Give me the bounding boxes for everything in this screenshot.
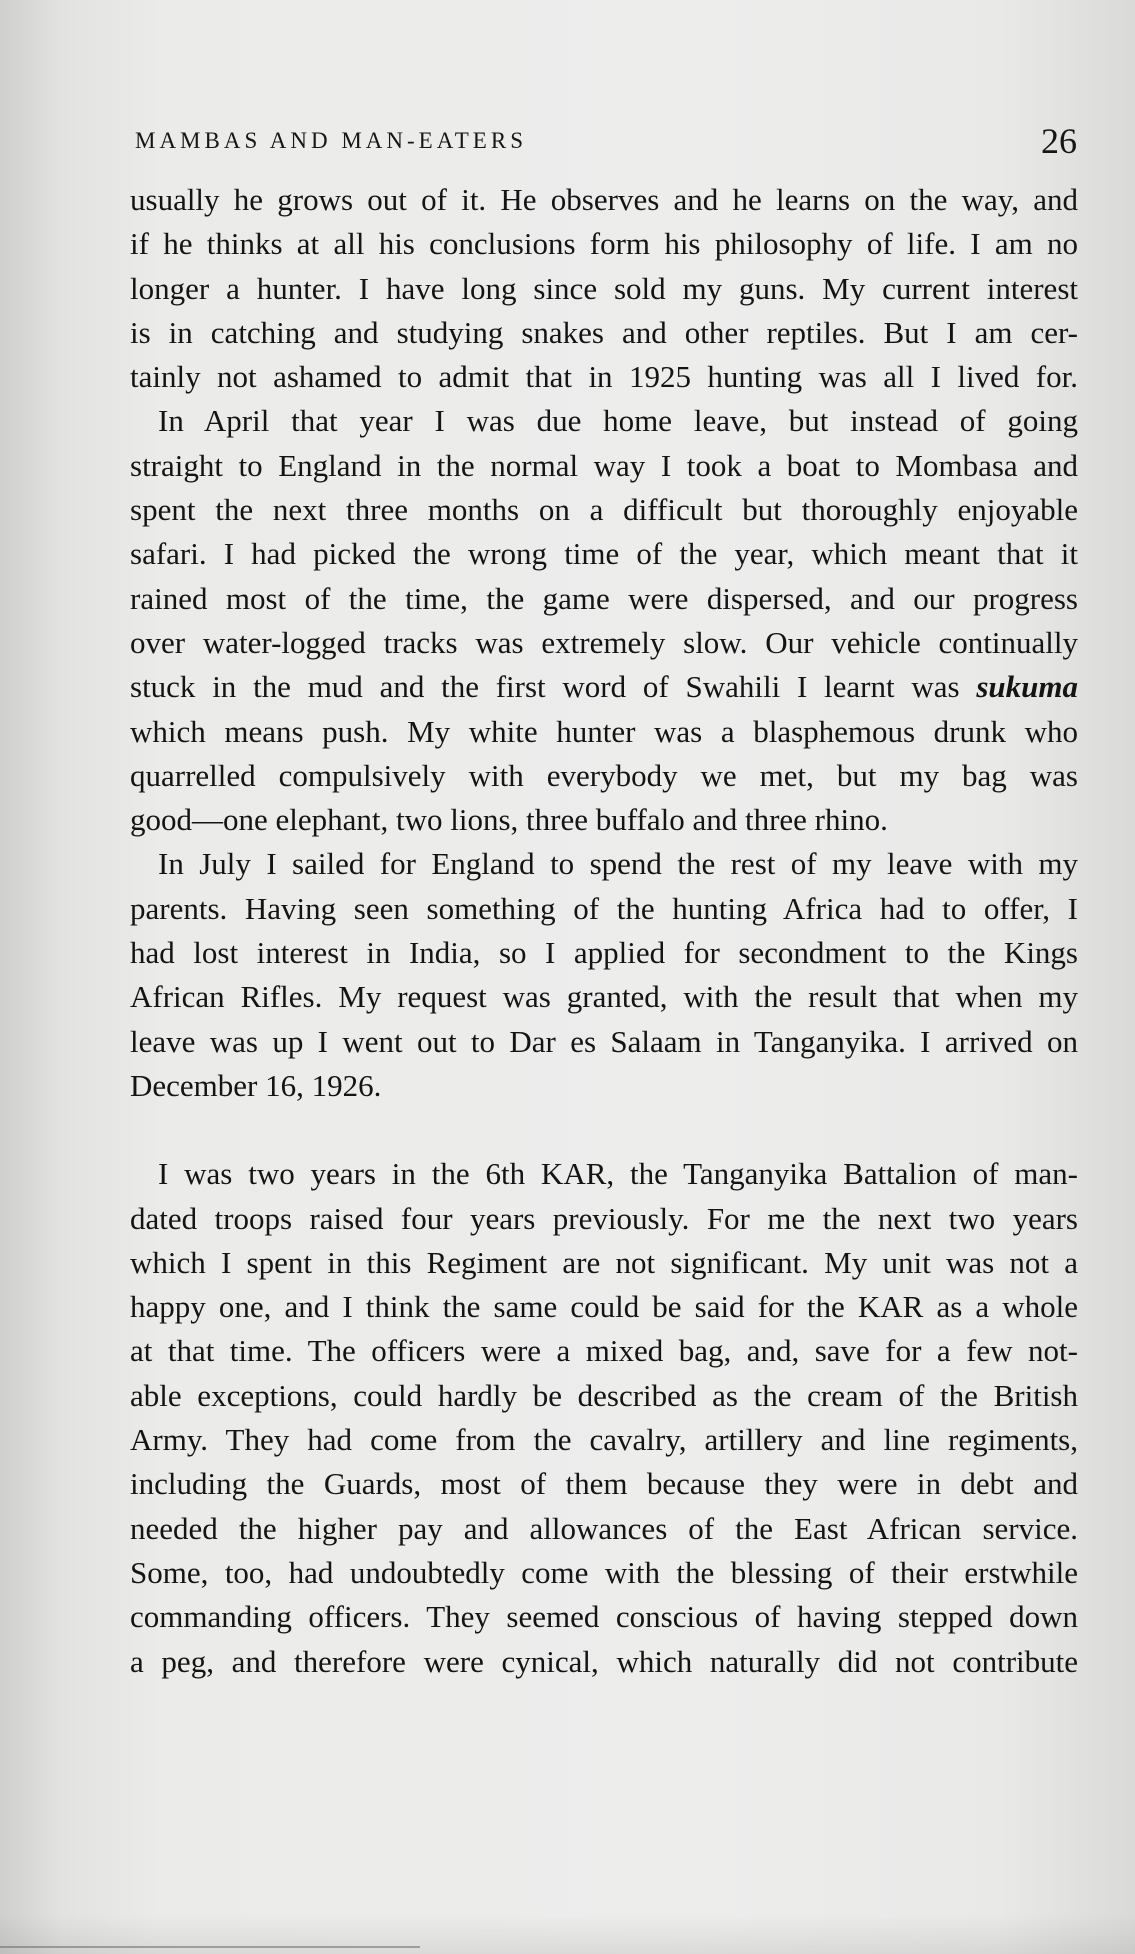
- text-line: leave was up I went out to Dar es Salaam in Tanganyika. I arrived on: [130, 1023, 1078, 1059]
- page-number: 26: [1041, 121, 1077, 161]
- paragraph-2: [130, 399, 1078, 842]
- text-line-with-italic: [130, 665, 1078, 709]
- text-line: African Rifles. My request was granted, with the result that when my: [130, 979, 1078, 1015]
- text-line: Army. They had come from the cavalry, artillery and line regiments,: [130, 1422, 1078, 1458]
- text-line: straight to England in the normal way I took a boat to Mombasa and: [130, 447, 1078, 483]
- running-title: MAMBAS AND MAN-EATERS: [135, 128, 527, 153]
- page-shadow: [0, 1914, 1135, 1954]
- running-header: [135, 120, 1077, 160]
- text-line: over water-logged tracks was extremely slow. Our vehicle continually: [130, 624, 1078, 660]
- text-line: which I spent in this Regiment are not significant. My unit was not a: [130, 1244, 1078, 1280]
- text-line: including the Guards, most of them because they were in debt and: [130, 1466, 1078, 1502]
- text-line: spent the next three months on a difficult but thoroughly enjoyable: [130, 492, 1078, 528]
- text-line: quarrelled compulsively with everybody we met, but my bag was: [130, 757, 1078, 793]
- paragraph-3: [130, 842, 1078, 1108]
- text-fragment: stuck in the mud and the first word of Swahili I learnt was: [130, 669, 960, 705]
- text-line: In July I sailed for England to spend the rest of my leave with my: [158, 846, 1078, 882]
- paragraph-1: [130, 178, 1078, 399]
- text-line: happy one, and I think the same could be said for the KAR as a whole: [130, 1289, 1078, 1325]
- text-line: usually he grows out of it. He observes and he learns on the way, and: [130, 182, 1078, 217]
- text-line: good—one elephant, two lions, three buffalo and three rhino.: [130, 802, 888, 838]
- text-line: I was two years in the 6th KAR, the Tanganyika Battalion of man-: [158, 1156, 1078, 1192]
- text-line: able exceptions, could hardly be described as the cream of the British: [130, 1377, 1078, 1413]
- text-line: had lost interest in India, so I applied for secondment to the Kings: [130, 935, 1078, 971]
- text-line: commanding officers. They seemed conscious of having stepped down: [130, 1599, 1078, 1635]
- paragraph-4: [130, 1152, 1078, 1684]
- text-line: which means push. My white hunter was a blasphemous drunk who: [130, 713, 1078, 749]
- text-line: a peg, and therefore were cynical, which naturally did not contribute: [130, 1643, 1078, 1679]
- page-edge: [0, 1946, 420, 1948]
- text-line: Some, too, had undoubtedly come with the blessing of their erstwhile: [130, 1554, 1078, 1590]
- text-line: needed the higher pay and allowances of the East African service.: [130, 1510, 1078, 1546]
- text-line: In April that year I was due home leave, but instead of going: [158, 403, 1078, 439]
- text-line: is in catching and studying snakes and other reptiles. But I am cer-: [130, 314, 1078, 350]
- text-line: safari. I had picked the wrong time of the year, which meant that it: [130, 536, 1078, 572]
- section-break: [130, 1108, 1078, 1152]
- italic-word: sukuma: [976, 669, 1078, 705]
- text-line: tainly not ashamed to admit that in 1925 hunting was all I lived for.: [130, 359, 1078, 395]
- text-line: parents. Having seen something of the hunting Africa had to offer, I: [130, 890, 1078, 926]
- text-line: December 16, 1926.: [130, 1067, 382, 1103]
- text-line: rained most of the time, the game were dispersed, and our progress: [130, 580, 1078, 616]
- text-line: if he thinks at all his conclusions form his philosophy of life. I am no: [130, 226, 1078, 262]
- text-line: dated troops raised four years previously. For me the next two years: [130, 1200, 1078, 1236]
- text-line: longer a hunter. I have long since sold my guns. My current interest: [130, 270, 1078, 306]
- text-line: at that time. The officers were a mixed bag, and, save for a few not-: [130, 1333, 1078, 1369]
- body-text: [130, 178, 1078, 1684]
